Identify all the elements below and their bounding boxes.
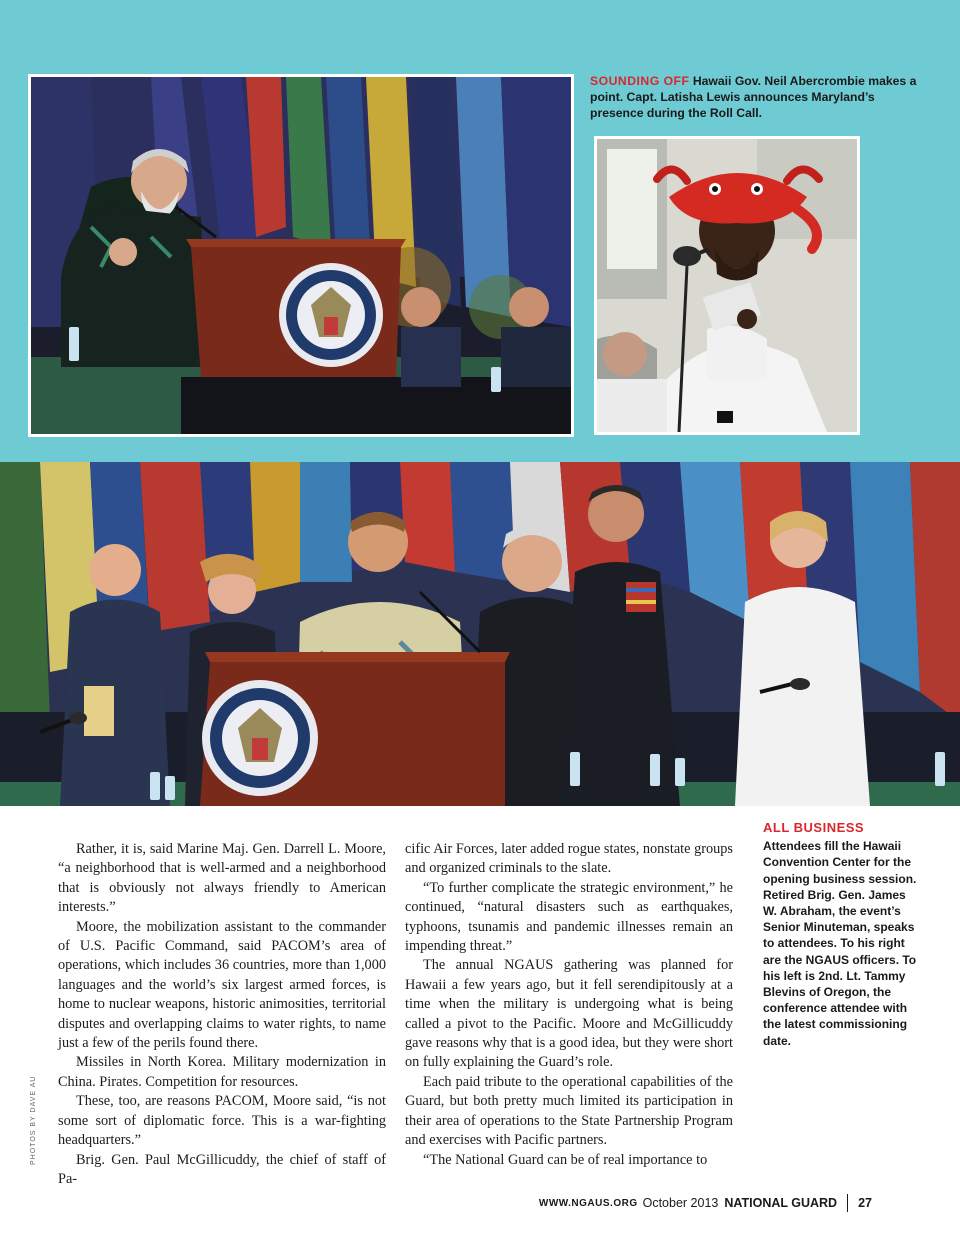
caption-kicker: SOUNDING OFF: [590, 74, 690, 88]
col2-paragraph: “To further complicate the strategic environment,” he continued, “natural disasters such as earthquakes, typhoons, tsunamis and pandemic illnesses remain an impending threat.”: [405, 879, 733, 955]
col1-paragraph: Moore, the mobilization assistant to the commander of U.S. Pacific Command, said PACOM’s area of operations, which includes 36 countries, more than 1,000 languages and the world’s six largest armed forces, is home to nuclear weapons, historic animosities, territorial disputes and overlapping claims to water rights, to name just a few of the perils found there.: [58, 918, 386, 1052]
caption-all-business: [763, 820, 923, 1049]
footer-divider: [847, 1194, 848, 1212]
footer-date: October 2013: [642, 1196, 719, 1210]
side-caption-text: Attendees fill the Hawaii Convention Center for the opening business session. Retired Brig. Gen. James W. Abraham, the event’s Senior Minuteman, speaks to attendees. To his right are the NGAUS officers. To his left is 2nd. Lt. Tammy Blevins of Oregon, the conference attendee with the latest commissioning date.: [763, 839, 917, 1048]
photo-credit: PHOTOS BY DAVE AU: [30, 1075, 37, 1165]
col1-paragraph: Rather, it is, said Marine Maj. Gen. Darrell L. Moore, “a neighborhood that is well-armed and a neighborhood that is obviously not always friendly to American interests.”: [58, 841, 386, 916]
col2-paragraph: Each paid tribute to the operational capabilities of the Guard, but both pretty much limited its participation in their area of operations to the State Partnership Program and exercises with Pacific partners.: [405, 1073, 733, 1149]
photo-stage-wide: [0, 462, 960, 806]
article-column-1: [58, 840, 386, 1189]
footer-magazine-name: NATIONAL GUARD: [724, 1196, 838, 1210]
page-number: 27: [858, 1196, 872, 1210]
page-footer: [539, 1194, 872, 1212]
footer-url: WWW.NGAUS.ORG: [538, 1197, 638, 1209]
article-column-2: [405, 840, 733, 1170]
side-caption-heading: ALL BUSINESS: [763, 820, 865, 835]
photo-governor-podium: [28, 74, 574, 437]
caption-text: Hawaii Gov. Neil Abercrombie makes a point. Capt. Latisha Lewis announces Maryland’s presence during the Roll Call.: [590, 74, 917, 120]
col1-paragraph: These, too, are reasons PACOM, Moore said, “is not some sort of diplomatic force. This is a war-fighting headquarters.”: [58, 1093, 386, 1149]
photo-captain-crab-hat: [594, 136, 860, 435]
col2-paragraph: “The National Guard can be of real importance to: [423, 1151, 708, 1168]
col1-paragraph: Brig. Gen. Paul McGillicuddy, the chief of staff of Pa-: [58, 1151, 386, 1187]
col2-paragraph: The annual NGAUS gathering was planned for Hawaii a few years ago, but it fell serendipitously at a time when the military is undergoing what is being called a pivot to the Pacific. Moore and McGillicuddy gave reasons why that is a good idea, but they were short on fully explaining the Guard’s role.: [405, 957, 733, 1071]
col2-paragraph: cific Air Forces, later added rogue states, nonstate groups and organized criminals to the slate.: [405, 841, 733, 877]
col1-paragraph: Missiles in North Korea. Military modernization in China. Pirates. Competition for resources.: [58, 1054, 386, 1090]
caption-sounding-off: [590, 73, 930, 121]
